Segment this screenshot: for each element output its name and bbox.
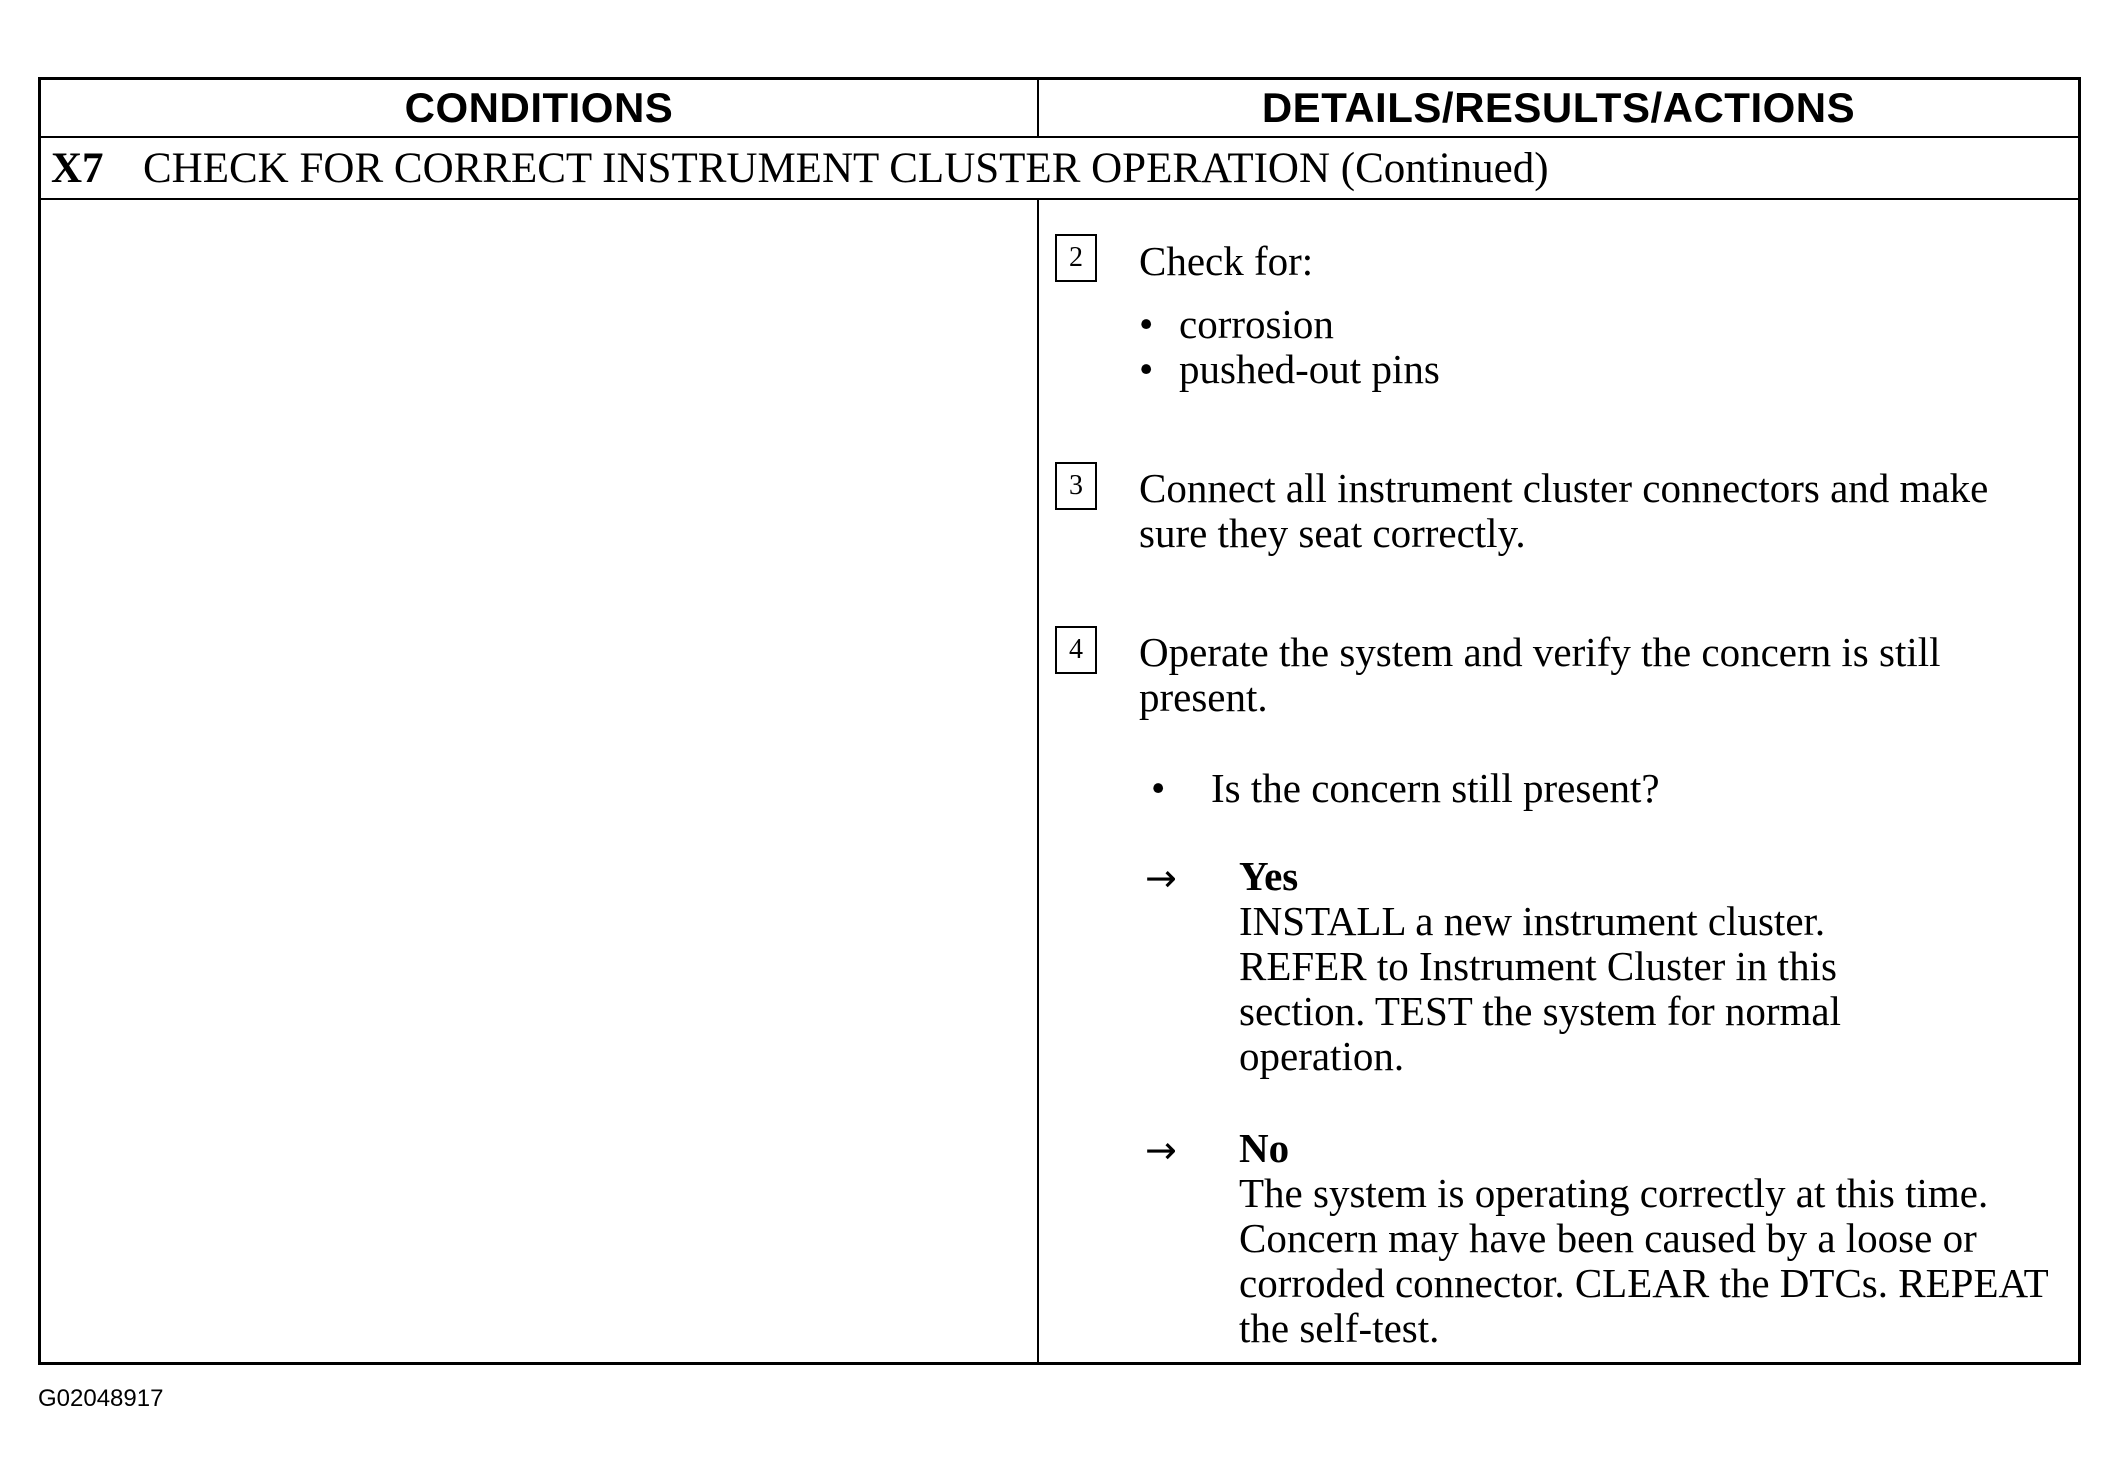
arrow-right-icon: →: [1145, 856, 1177, 900]
list-item: • pushed-out pins: [1139, 347, 2059, 392]
figure-id: G02048917: [38, 1385, 164, 1412]
column-divider: [1037, 80, 1039, 138]
check-list: [1139, 302, 2059, 392]
answer-label: Yes: [1239, 853, 1299, 899]
step-number: X7: [51, 144, 104, 192]
column-divider: [1037, 200, 1039, 1362]
step-title-row: [41, 138, 2078, 200]
answer-text: INSTALL a new instrument cluster. REFER to Instrument Cluster in this section. TEST the system for normal operation.: [1239, 898, 1842, 1079]
conditions-header: CONDITIONS: [404, 84, 674, 131]
action-4: Operate the system and verify the concern is still present.: [1139, 629, 1941, 720]
question-text: Is the concern still present?: [1211, 765, 1660, 811]
action-text: Check for:: [1139, 238, 1314, 284]
arrow-right-icon: →: [1145, 1128, 1177, 1172]
answer-yes: [1239, 854, 1959, 1079]
conditions-cell: [41, 200, 1035, 1362]
answer-no: [1239, 1126, 2069, 1351]
list-item: • corrosion: [1139, 302, 2059, 347]
action-number-box: 4: [1055, 626, 1097, 674]
action-number-box: 2: [1055, 234, 1097, 282]
step-title: CHECK FOR CORRECT INSTRUMENT CLUSTER OPERATION (Continued): [143, 144, 1549, 192]
diagnostic-table: [38, 77, 2081, 1365]
bullet-icon: •: [1151, 765, 1166, 811]
answer-text: The system is operating correctly at this time. Concern may have been caused by a loose or corroded connector. CLEAR the DTCs. REPEAT the self-test.: [1239, 1170, 2048, 1351]
details-header: DETAILS/RESULTS/ACTIONS: [1261, 84, 1856, 131]
question: [1151, 766, 2051, 811]
action-number-box: 3: [1055, 462, 1097, 510]
answer-label: No: [1239, 1125, 1290, 1171]
action-2: [1139, 239, 2059, 392]
table-header-row: [41, 80, 2078, 138]
action-3: Connect all instrument cluster connectors and make sure they seat correctly.: [1139, 465, 1989, 556]
